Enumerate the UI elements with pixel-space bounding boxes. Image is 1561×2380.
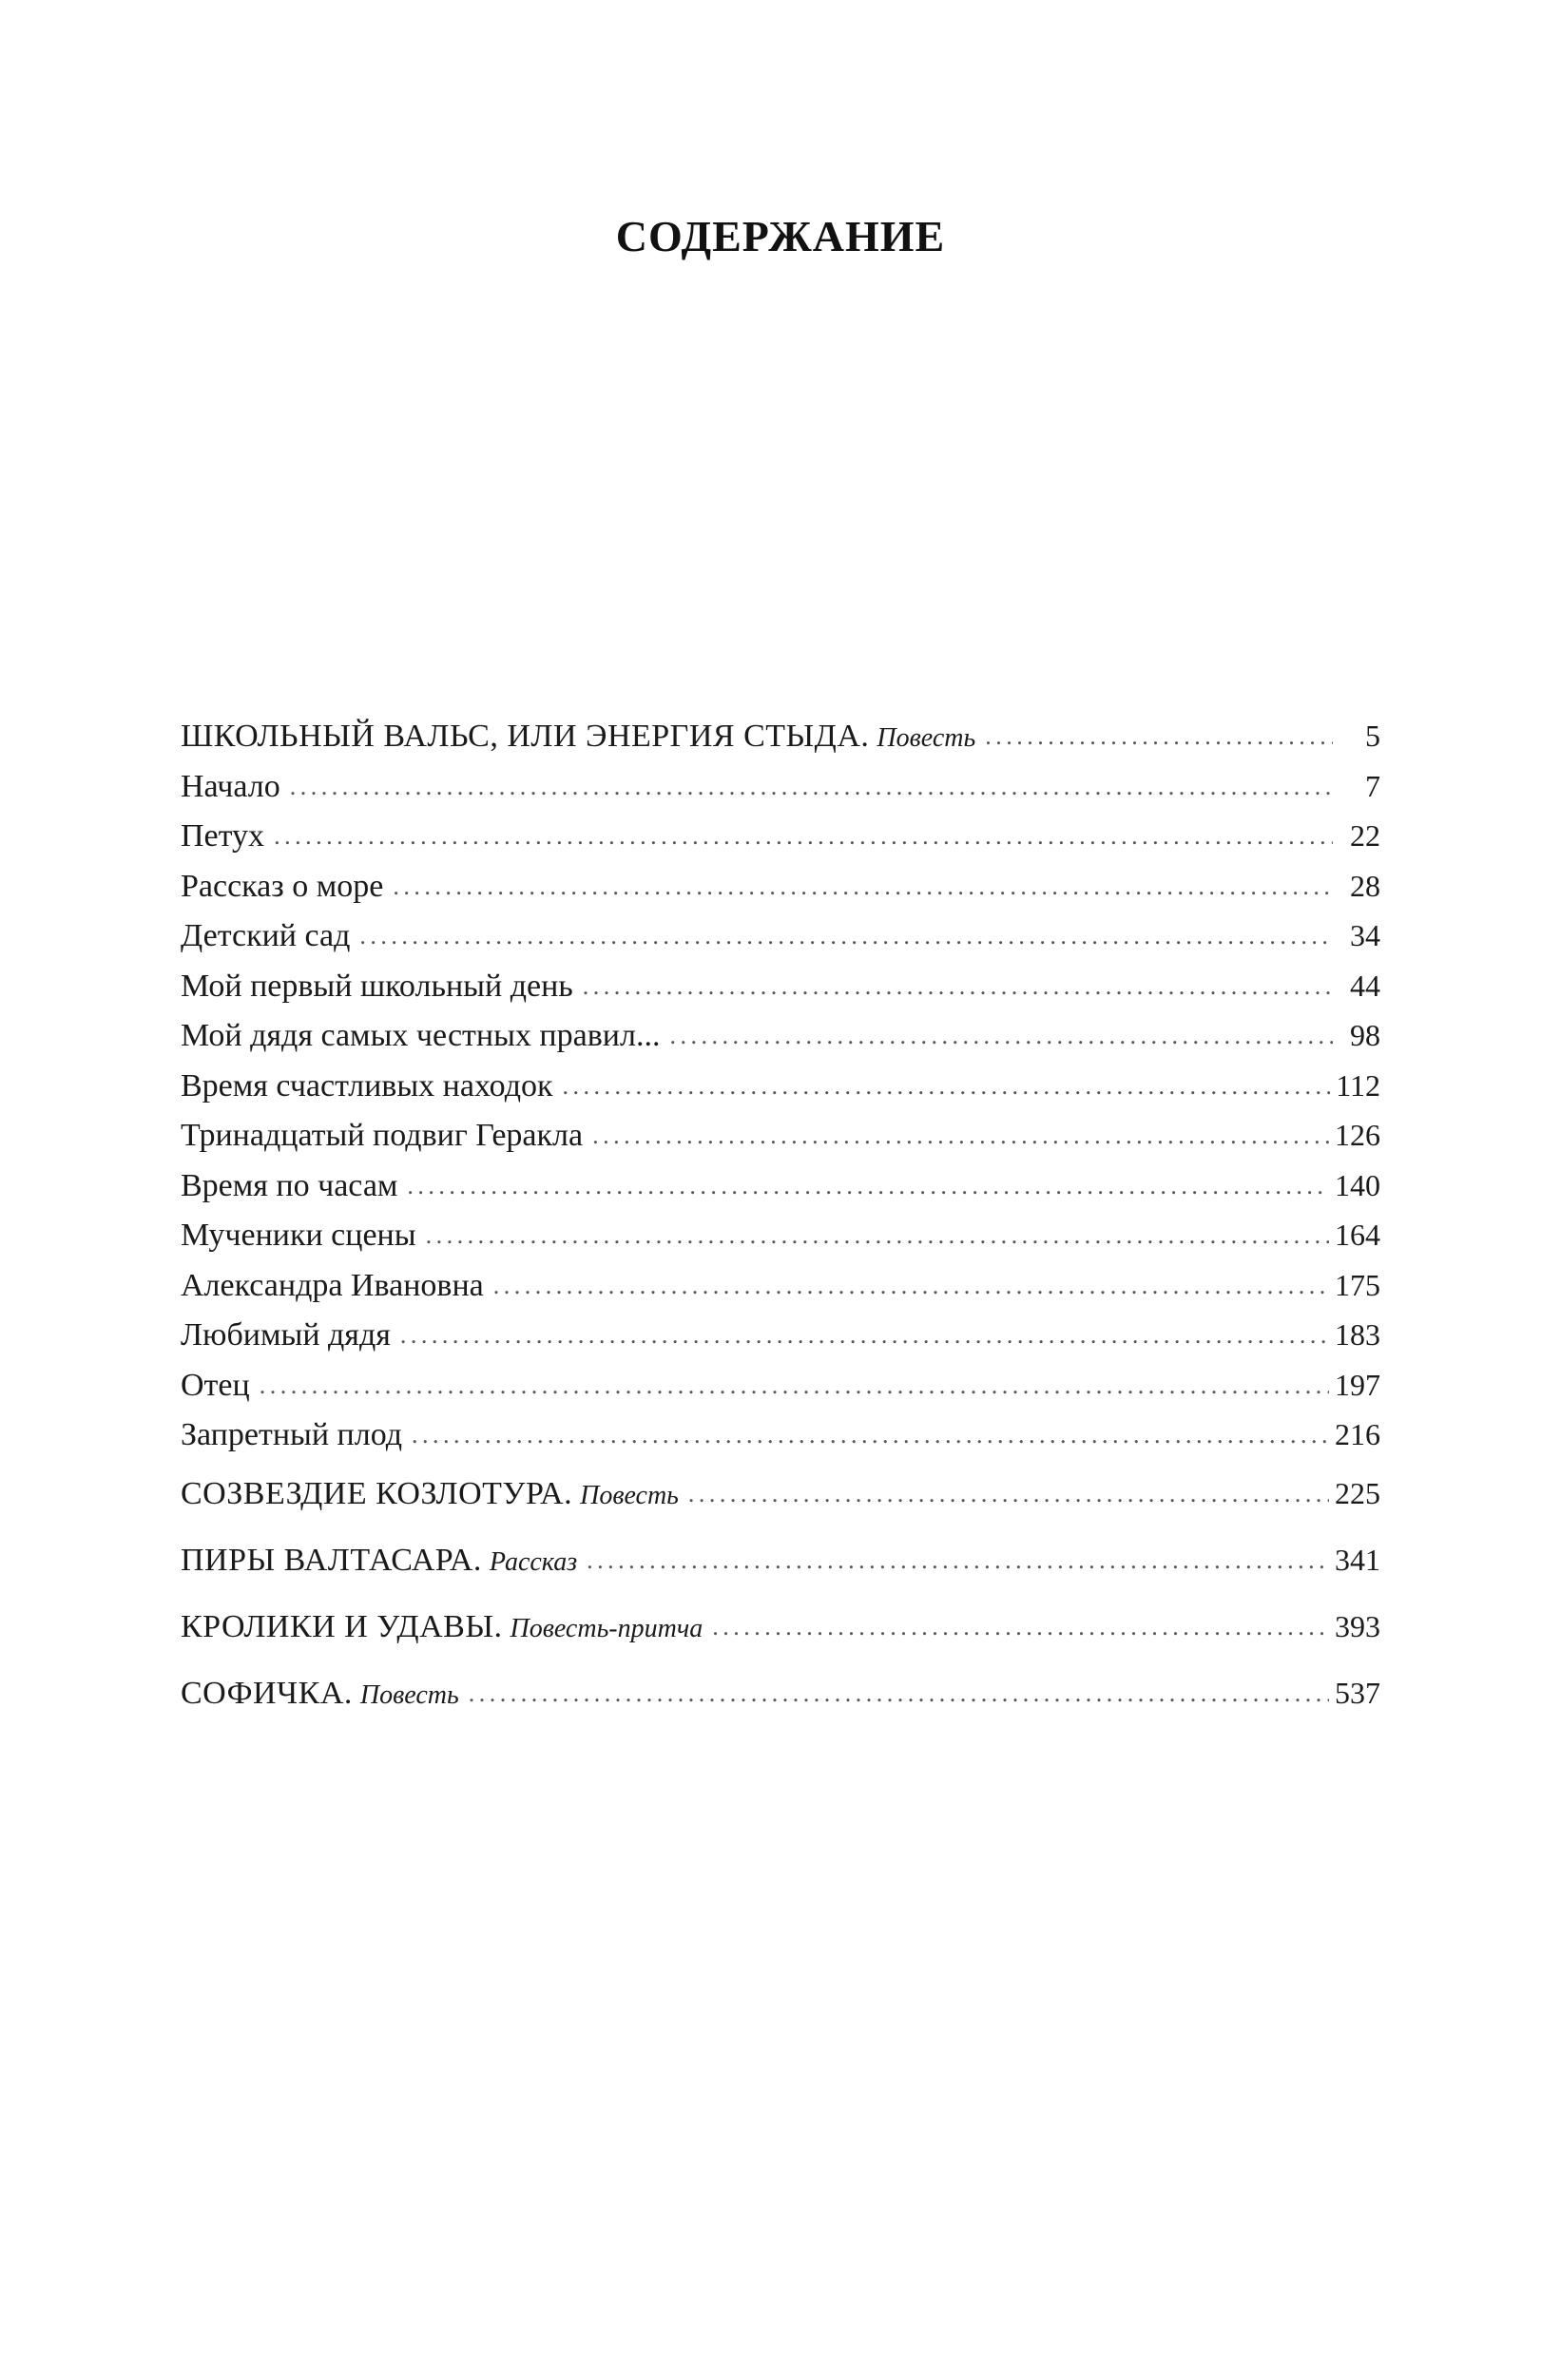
toc-entry-title: ПИРЫ ВАЛТАСАРА.: [181, 1542, 482, 1578]
dot-leader: [563, 1062, 1331, 1111]
toc-entry-page: 140: [1335, 1167, 1380, 1202]
toc-entry[interactable]: [181, 811, 1380, 861]
toc-entry-page: 175: [1335, 1267, 1380, 1302]
toc-entry-page: 5: [1365, 719, 1380, 753]
toc-entry-title: Мой первый школьный день: [181, 968, 573, 1004]
toc-entry[interactable]: [181, 1260, 1380, 1311]
toc-entry[interactable]: [181, 1360, 1380, 1411]
dot-leader: [688, 1461, 1329, 1527]
dot-leader: [985, 712, 1333, 761]
toc-entry[interactable]: [181, 1110, 1380, 1161]
toc-entry-page: 28: [1350, 868, 1380, 903]
toc-entry-page: 7: [1365, 768, 1380, 803]
toc-entry[interactable]: [181, 1460, 1380, 1526]
toc-entry-page: 393: [1335, 1608, 1380, 1643]
toc-entry-page: 22: [1350, 818, 1380, 853]
dot-leader: [260, 1361, 1329, 1411]
toc-entry-title: СОФИЧКА.: [181, 1675, 353, 1711]
toc-entry-genre: Повесть: [580, 1480, 679, 1510]
toc-entry-title: Мученики сцены: [181, 1218, 416, 1253]
toc-entry-page: 537: [1335, 1675, 1380, 1710]
dot-leader: [412, 1411, 1329, 1460]
toc-entry-page: 225: [1335, 1475, 1380, 1510]
toc-entry-genre: Рассказ: [489, 1546, 578, 1577]
toc-entry-title: Мой дядя самых честных правил...: [181, 1018, 661, 1053]
dot-leader: [393, 862, 1333, 912]
toc-entry-title: Начало: [181, 768, 280, 804]
toc-entry-title: Тринадцатый подвиг Геракла: [181, 1118, 584, 1153]
toc-entry[interactable]: [181, 911, 1380, 961]
toc-entry[interactable]: [181, 861, 1380, 912]
dot-leader: [359, 912, 1333, 961]
toc-entry-title: Петух: [181, 818, 265, 854]
toc-entry-genre: Повесть: [877, 723, 976, 753]
toc-entry[interactable]: [181, 961, 1380, 1011]
toc-entry-page: 183: [1335, 1317, 1380, 1352]
dot-leader: [426, 1211, 1329, 1260]
toc-entry-title: Любимый дядя: [181, 1317, 391, 1353]
toc-entry[interactable]: [181, 1410, 1380, 1460]
toc-entry[interactable]: [181, 711, 1380, 761]
toc-entry[interactable]: [181, 1010, 1380, 1061]
toc-entry[interactable]: [181, 1061, 1380, 1111]
dot-leader: [712, 1594, 1329, 1660]
toc-entry-page: 341: [1335, 1542, 1380, 1577]
toc-entry-title: ШКОЛЬНЫЙ ВАЛЬС, ИЛИ ЭНЕРГИЯ СТЫДА.: [181, 719, 870, 754]
toc-entry-title: Отец: [181, 1367, 250, 1403]
toc-entry-page: 216: [1335, 1417, 1380, 1451]
toc-entry-page: 44: [1350, 968, 1380, 1003]
toc-entry[interactable]: [181, 1161, 1380, 1211]
toc-entry[interactable]: [181, 1210, 1380, 1260]
dot-leader: [669, 1011, 1333, 1061]
toc-entry-title: СОЗВЕЗДИЕ КОЗЛОТУРА.: [181, 1475, 573, 1511]
dot-leader: [583, 962, 1333, 1011]
toc-entry[interactable]: [181, 1593, 1380, 1660]
toc-entry-genre: Повесть-притча: [510, 1613, 703, 1643]
toc-entry[interactable]: [181, 1660, 1380, 1726]
toc-entry-title: Детский сад: [181, 918, 351, 953]
dot-leader: [290, 762, 1333, 812]
toc-entry-title: Запретный плод: [181, 1417, 403, 1452]
toc-entry-page: 34: [1350, 918, 1380, 952]
toc-entry-title: Время счастливых находок: [181, 1067, 553, 1104]
page-title: СОДЕРЖАНИЕ: [615, 212, 946, 260]
dot-leader: [400, 1311, 1329, 1360]
dot-leader: [274, 812, 1333, 861]
toc-entry-page: 126: [1335, 1118, 1380, 1152]
toc-entry[interactable]: [181, 1526, 1380, 1593]
dot-leader: [592, 1111, 1329, 1161]
toc-entry-title: Время по часам: [181, 1167, 398, 1203]
toc-entry[interactable]: [181, 761, 1380, 812]
toc-entry-page: 98: [1350, 1018, 1380, 1052]
toc-entry[interactable]: [181, 1310, 1380, 1360]
toc-entry-title: Рассказ о море: [181, 868, 384, 904]
table-of-contents: [181, 711, 1380, 1726]
toc-entry-page: 197: [1335, 1367, 1380, 1402]
dot-leader: [493, 1261, 1329, 1311]
toc-entry-title: КРОЛИКИ И УДАВЫ.: [181, 1608, 503, 1644]
dot-leader: [407, 1161, 1329, 1211]
toc-entry-title: Александра Ивановна: [181, 1267, 484, 1303]
dot-leader: [587, 1527, 1329, 1594]
dot-leader: [469, 1660, 1329, 1727]
toc-entry-page: 112: [1336, 1067, 1380, 1103]
toc-entry-genre: Повесть: [359, 1679, 459, 1710]
toc-entry-page: 164: [1335, 1218, 1380, 1252]
